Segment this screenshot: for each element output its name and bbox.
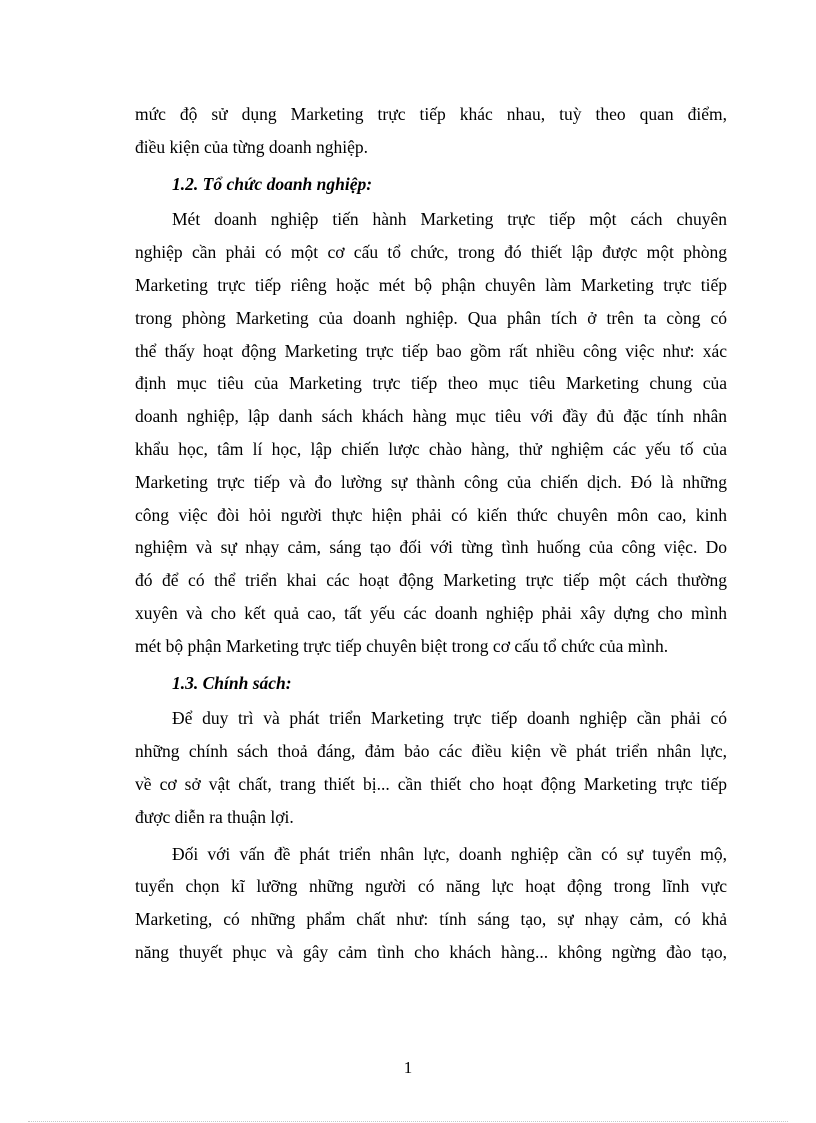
section-heading-organization: 1.2. Tổ chức doanh nghiệp: (172, 173, 373, 194)
text-line: nghiệp cần phải có một cơ cấu tổ chức, trong đó thiết lập được một phòng (135, 242, 727, 263)
text-line: định mục tiêu của Marketing trực tiếp theo mục tiêu Marketing chung của (135, 373, 727, 394)
text-line: xuyên và cho kết quả cao, tất yếu các doanh nghiệp phải xây dựng cho mình (135, 602, 727, 623)
text-line: mét bộ phận Marketing trực tiếp chuyên biệt trong cơ cấu tổ chức của mình. (135, 635, 669, 656)
text-line: điều kiện của từng doanh nghiệp. (135, 136, 369, 157)
text-line: nghiệm và sự nhạy cảm, sáng tạo đối với từng tình huống của công việc. Do (135, 537, 727, 558)
text-line: mức độ sử dụng Marketing trực tiếp khác nhau, tuỳ theo quan điểm, (135, 104, 727, 124)
text-line: về cơ sở vật chất, trang thiết bị... cần thiết cho hoạt động Marketing trực tiếp (135, 773, 727, 794)
text-line: Đối với vấn đề phát triển nhân lực, doanh nghiệp cần có sự tuyển mộ, (172, 843, 727, 864)
text-line: năng thuyết phục và gây cảm tình cho khách hàng... không ngừng đào tạo, (135, 941, 727, 962)
text-line: trong phòng Marketing của doanh nghiệp. Qua phân tích ở trên ta còng có (135, 307, 727, 328)
document-body (135, 98, 727, 969)
text-line: Mét doanh nghiệp tiến hành Marketing trực tiếp một cách chuyên (172, 209, 727, 230)
text-line: doanh nghiệp, lập danh sách khách hàng mục tiêu với đầy đủ đặc tính nhân (135, 406, 727, 427)
text-line: Marketing trực tiếp riêng hoặc mét bộ phận chuyên làm Marketing trực tiếp (135, 274, 727, 295)
text-line: khẩu học, tâm lí học, lập chiến lược chào hàng, thử nghiệm các yếu tố của (135, 438, 727, 459)
page-bottom-divider (28, 1121, 788, 1122)
text-line: tuyển chọn kĩ lưỡng những người có năng lực hoạt động trong lĩnh vực (135, 876, 727, 897)
text-line: đó để có thể triển khai các hoạt động Marketing trực tiếp một cách thường (135, 570, 727, 591)
text-line: công việc đòi hỏi người thực hiện phải có kiến thức chuyên môn cao, kinh (135, 504, 727, 525)
text-line: Marketing, có những phẩm chất như: tính sáng tạo, sự nhạy cảm, có khả (135, 909, 727, 930)
paragraph-organization (135, 203, 727, 662)
text-line: Để duy trì và phát triển Marketing trực tiếp doanh nghiệp cần phải có (172, 708, 727, 729)
page-number: 1 (403, 1058, 413, 1077)
paragraph-continuation (135, 98, 727, 164)
paragraph-human-resources (135, 838, 727, 969)
section-heading-policy: 1.3. Chính sách: (172, 672, 292, 693)
text-line: thể thấy hoạt động Marketing trực tiếp bao gồm rất nhiều công việc như: xác (135, 340, 727, 361)
text-line: được diễn ra thuận lợi. (135, 806, 294, 827)
text-line: Marketing trực tiếp và đo lường sự thành công của chiến dịch. Đó là những (135, 471, 727, 492)
text-line: những chính sách thoả đáng, đảm bảo các điều kiện về phát triển nhân lực, (135, 741, 727, 762)
paragraph-policy (135, 702, 727, 833)
